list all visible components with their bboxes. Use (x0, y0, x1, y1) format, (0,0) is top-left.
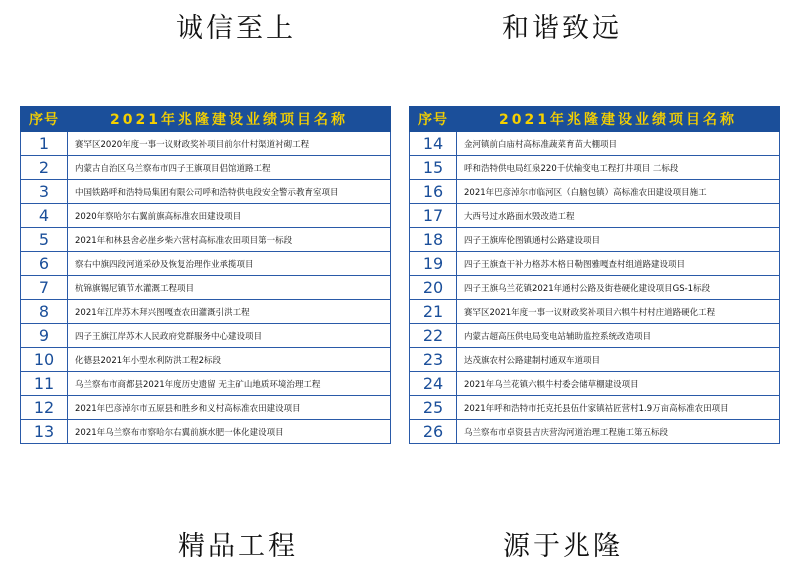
header-serial-number: 序号 (410, 107, 457, 132)
table-row (410, 276, 780, 300)
row-serial-number: 7 (21, 276, 68, 300)
slogan-top-right: 和谐致远 (502, 13, 622, 44)
row-serial-number: 20 (410, 276, 457, 300)
row-project-name: 四子王旗查干补力格苏木格日勒图雅嘎查村组道路建设项目 (457, 252, 780, 276)
table-row (410, 348, 780, 372)
table-body-left (21, 132, 391, 444)
table-row (21, 132, 391, 156)
row-project-name: 金河镇前白庙村高标准蔬菜育苗大棚项目 (457, 132, 780, 156)
row-serial-number: 14 (410, 132, 457, 156)
row-serial-number: 11 (21, 372, 68, 396)
row-serial-number: 3 (21, 180, 68, 204)
row-project-name: 赛罕区2021年度一事一议财政奖补项目六犋牛村村庄道路硬化工程 (457, 300, 780, 324)
table-row (410, 420, 780, 444)
table-header-row (410, 107, 780, 132)
table-row (410, 132, 780, 156)
row-serial-number: 12 (21, 396, 68, 420)
table-row (410, 204, 780, 228)
table-row (21, 372, 391, 396)
project-table-left (20, 106, 391, 444)
row-project-name: 四子王旗江岸苏木人民政府党群服务中心建设项目 (68, 324, 391, 348)
row-serial-number: 16 (410, 180, 457, 204)
row-serial-number: 23 (410, 348, 457, 372)
slogan-bottom-right: 源于兆隆 (503, 531, 623, 562)
project-table-right (409, 106, 780, 444)
row-serial-number: 21 (410, 300, 457, 324)
table-row (21, 228, 391, 252)
table-row (21, 420, 391, 444)
table-row (21, 324, 391, 348)
table-row (410, 372, 780, 396)
row-project-name: 2021年乌兰察布市察哈尔右翼前旗水肥一体化建设项目 (68, 420, 391, 444)
row-project-name: 中国铁路呼和浩特局集团有限公司呼和浩特供电段安全警示教育室项目 (68, 180, 391, 204)
table-row (21, 396, 391, 420)
row-serial-number: 9 (21, 324, 68, 348)
table-row (21, 252, 391, 276)
row-project-name: 2021年江岸苏木拜兴图嘎查农田灌溉引洪工程 (68, 300, 391, 324)
table-row (21, 300, 391, 324)
row-serial-number: 2 (21, 156, 68, 180)
row-serial-number: 25 (410, 396, 457, 420)
row-project-name: 呼和浩特供电局红泉220千伏输变电工程打井项目 二标段 (457, 156, 780, 180)
row-serial-number: 19 (410, 252, 457, 276)
row-project-name: 四子王旗库伦图镇通村公路建设项目 (457, 228, 780, 252)
row-serial-number: 6 (21, 252, 68, 276)
row-project-name: 化德县2021年小型水利防洪工程2标段 (68, 348, 391, 372)
row-project-name: 大西号过水路面水毁改造工程 (457, 204, 780, 228)
row-project-name: 2021年呼和浩特市托克托县伍什家镇祜匠营村1.9万亩高标准农田项目 (457, 396, 780, 420)
header-project-name: 2021年兆隆建设业绩项目名称 (68, 107, 391, 132)
row-serial-number: 1 (21, 132, 68, 156)
row-project-name: 2021年乌兰花镇六犋牛村委会储草棚建设项目 (457, 372, 780, 396)
row-serial-number: 15 (410, 156, 457, 180)
table-row (410, 228, 780, 252)
table-row (410, 300, 780, 324)
table-header-row (21, 107, 391, 132)
row-project-name: 2021年和林县舍必崖乡柴六营村高标准农田项目第一标段 (68, 228, 391, 252)
row-serial-number: 26 (410, 420, 457, 444)
table-row (410, 252, 780, 276)
row-serial-number: 5 (21, 228, 68, 252)
row-project-name: 四子王旗乌兰花镇2021年通村公路及街巷硬化建设项目GS-1标段 (457, 276, 780, 300)
table-row (410, 324, 780, 348)
row-project-name: 乌兰察布市卓资县吉庆营沟河道治理工程施工第五标段 (457, 420, 780, 444)
table-row (21, 348, 391, 372)
slogan-top-left: 诚信至上 (176, 13, 296, 44)
row-project-name: 2020年察哈尔右翼前旗高标准农田建设项目 (68, 204, 391, 228)
table-row (410, 396, 780, 420)
row-project-name: 2021年巴彦淖尔市五原县和胜乡和义村高标准农田建设项目 (68, 396, 391, 420)
row-serial-number: 13 (21, 420, 68, 444)
row-project-name: 察右中旗四段河道采砂及恢复治理作业承揽项目 (68, 252, 391, 276)
row-serial-number: 8 (21, 300, 68, 324)
table-row (21, 204, 391, 228)
row-project-name: 杭锦旗锡尼镇节水灌溉工程项目 (68, 276, 391, 300)
row-serial-number: 22 (410, 324, 457, 348)
header-serial-number: 序号 (21, 107, 68, 132)
table-row (410, 156, 780, 180)
row-serial-number: 17 (410, 204, 457, 228)
table-row (21, 180, 391, 204)
row-project-name: 内蒙古自治区乌兰察布市四子王旗项目侣馆道路工程 (68, 156, 391, 180)
row-serial-number: 24 (410, 372, 457, 396)
row-serial-number: 10 (21, 348, 68, 372)
row-project-name: 赛罕区2020年度一事一议财政奖补项目前尔什村渠道衬砌工程 (68, 132, 391, 156)
row-project-name: 乌兰察布市商都县2021年度历史遗留 无主矿山地质环境治理工程 (68, 372, 391, 396)
table-row (21, 156, 391, 180)
row-serial-number: 18 (410, 228, 457, 252)
slogan-bottom-left: 精品工程 (178, 531, 298, 562)
header-project-name: 2021年兆隆建设业绩项目名称 (457, 107, 780, 132)
row-project-name: 达茂旗农村公路建制村通双车道项目 (457, 348, 780, 372)
row-project-name: 2021年巴彦淖尔市临河区（白脑包镇）高标准农田建设项目施工 (457, 180, 780, 204)
row-project-name: 内蒙古超高压供电局变电站辅助监控系统改造项目 (457, 324, 780, 348)
table-body-right (410, 132, 780, 444)
table-row (21, 276, 391, 300)
table-row (410, 180, 780, 204)
row-serial-number: 4 (21, 204, 68, 228)
